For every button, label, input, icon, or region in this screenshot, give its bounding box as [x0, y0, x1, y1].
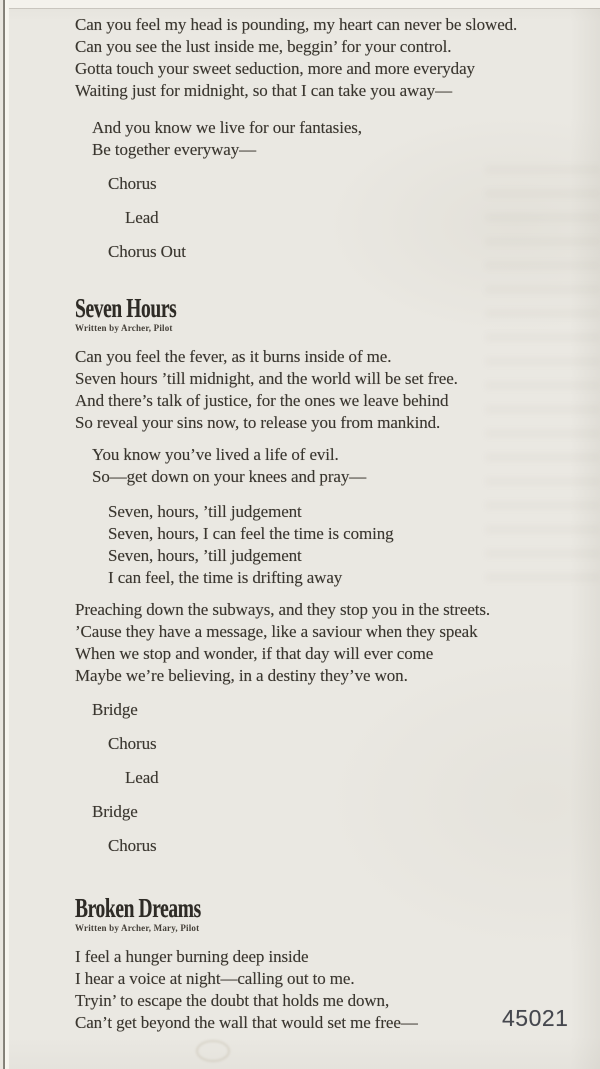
structure-cue: Lead — [125, 208, 159, 227]
lyric-line: And there’s talk of justice, for the ones we leave behind — [75, 391, 449, 410]
lyric-line: When we stop and wonder, if that day will ever come — [75, 644, 434, 663]
structure-cue: Bridge — [92, 700, 138, 719]
song-title: Broken Dreams — [75, 893, 201, 923]
structure-cue: Lead — [125, 768, 159, 787]
song-credit: Written by Archer, Mary, Pilot — [75, 923, 200, 933]
paper-top-edge — [0, 0, 600, 8]
seven-hours-chorus — [75, 501, 592, 589]
seven-hours-section — [75, 295, 592, 857]
lyric-line: Seven, hours, ’till judgement — [108, 546, 302, 565]
lyrics-content — [75, 14, 592, 1034]
lyric-line: Can’t get beyond the wall that would set me free— — [75, 1013, 418, 1032]
lyric-line: Can you feel my head is pounding, my heart can never be slowed. — [75, 15, 518, 34]
song-title: Seven Hours — [75, 293, 177, 323]
catalog-number: 45021 — [502, 1005, 569, 1031]
paper-torn-left-edge — [0, 0, 9, 1069]
lyric-line: Maybe we’re believing, in a destiny they’ve won. — [75, 666, 408, 685]
lyric-line: I feel a hunger burning deep inside — [75, 947, 309, 966]
first-song-structure — [75, 173, 592, 263]
structure-cue: Bridge — [92, 802, 138, 821]
structure-cue: Chorus Out — [108, 242, 186, 261]
lyric-line: ’Cause they have a message, like a saviour when they speak — [75, 622, 478, 641]
lyric-line: And you know we live for our fantasies, — [92, 118, 362, 137]
lyric-line: Be together everyway— — [92, 140, 257, 159]
lyric-line: Can you feel the fever, as it burns inside of me. — [75, 347, 392, 366]
seven-hours-prechorus — [75, 444, 592, 488]
lyric-line: You know you’ve lived a life of evil. — [92, 445, 339, 464]
lyric-line: Seven, hours, ’till judgement — [108, 502, 302, 521]
lyric-line: I can feel, the time is drifting away — [108, 568, 343, 587]
lyric-line: I hear a voice at night—calling out to me. — [75, 969, 355, 988]
lyric-line: Can you see the lust inside me, beggin’ for your control. — [75, 37, 452, 56]
seven-hours-verse1 — [75, 346, 592, 434]
seven-hours-verse2 — [75, 599, 592, 687]
paper-smudge — [196, 1040, 230, 1062]
structure-cue: Chorus — [108, 836, 157, 855]
first-song-section — [75, 14, 592, 263]
structure-cue: Chorus — [108, 174, 157, 193]
seven-hours-structure — [75, 699, 592, 857]
lyric-line: So—get down on your knees and pray— — [92, 467, 367, 486]
song-credit: Written by Archer, Pilot — [75, 323, 173, 333]
structure-cue: Chorus — [108, 734, 157, 753]
first-song-refrain — [75, 117, 592, 161]
lyric-line: Seven, hours, I can feel the time is coming — [108, 524, 394, 543]
lyric-line: Waiting just for midnight, so that I can take you away— — [75, 81, 452, 100]
lyric-line: Tryin’ to escape the doubt that holds me down, — [75, 991, 390, 1010]
lyric-line: Seven hours ’till midnight, and the world will be set free. — [75, 369, 458, 388]
lyric-line: Gotta touch your sweet seduction, more and more everyday — [75, 59, 475, 78]
first-song-verse — [75, 14, 592, 102]
lyric-line: Preaching down the subways, and they stop you in the streets. — [75, 600, 491, 619]
lyric-line: So reveal your sins now, to release you from mankind. — [75, 413, 441, 432]
